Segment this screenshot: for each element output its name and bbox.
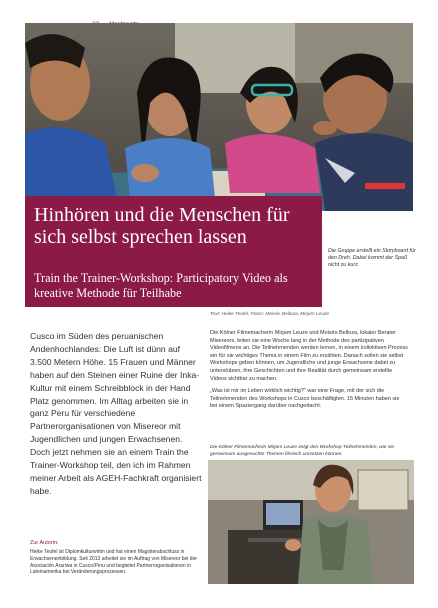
author-heading: Zur Autorin: [30, 540, 59, 546]
credits-line: Text: Heike Teufel, Fotos: Moisés Belloza, Mirjam Leuze [210, 312, 330, 317]
photo2-caption: Die Kölner Filmemacherin Mirjam Leuze zeigt den Workshop-Teilnehmenden, wie sie gemeinsam ausgesuchte Themen filmisch umsetzen können. [210, 445, 395, 457]
body-paragraph: „Was ist mir im Leben wirklich wichtig?" war eine Frage, mit der sich die Teilnehmenden des Workshops in Cusco beschäftigten. 15 Minuten haben sie bei einem Spaziergang darüber nachgedacht. [210, 388, 400, 410]
workshop-group-photo [25, 23, 413, 211]
article-subtitle: Train the Trainer-Workshop: Participatory Video als kreative Methode für Teilhabe [34, 271, 288, 300]
photo-caption: Die Gruppe erstellt ein Storyboard für den Dreh. Dabei kommt der Spaß nicht zu kurz. [328, 248, 416, 268]
article-title: Hinhören und die Menschen für sich selbst sprechen lassen [34, 204, 290, 248]
body-paragraph: Die Kölner Filmemacherin Mirjam Leuze und Moisés Belloza, lokaler Berater Misereors, leiten sie eine Woche lang in der Methode des partizipativen Videofilmens an. Die Teilnehmenden werden lernen, in einem kollektiven Prozess ein für sie wichtiges Thema in einem Film zu erzählen. Danach sollen sie selbst Workshops geben können, um Jugendliche und junge Erwachsene dabei zu unterstützen, ihre Geschichten und ihre Realität durch gemeinsam erstellte Videos sichtbar zu machen. [210, 330, 408, 382]
filmmaker-presentation-photo-icon [208, 460, 414, 584]
lead-paragraph: Cusco im Süden des peruanischen Andenhochlandes: Die Luft ist dünn auf 3.500 Metern Höhe. 15 Frauen und Männer haben auf den Steinen einer Ruine der Inka-Kultur mit einem Schreibblock in der Hand Platz genommen. Im Alltag arbeiten sie in ganz Peru für verschiedene Partnerorganisationen von Misereor mit Jugendlichen und jungen Erwachsenen. Doch jetzt nehmen sie an einem Train the Trainer-Workshop teil, den ich im Rahmen meiner Arbeit als AGEH-Fachkraft organisiert habe. [30, 331, 202, 496]
body-column [210, 330, 408, 416]
filmmaker-photo [208, 460, 414, 584]
group-workshop-photo-icon [25, 23, 413, 211]
title-box [25, 196, 322, 307]
author-bio: Heike Teufel ist Diplomkulturwirtin und hat einen Magisterabschluss in Erwachsenenbildung. Seit 2013 arbeitet sie im Auftrag von Misereor bei der Asociación Arariwa in Cusco/Peru und begleitet Partnerorganisationen in Lateinamerika bei Veränderungsprozessen. [30, 549, 198, 576]
